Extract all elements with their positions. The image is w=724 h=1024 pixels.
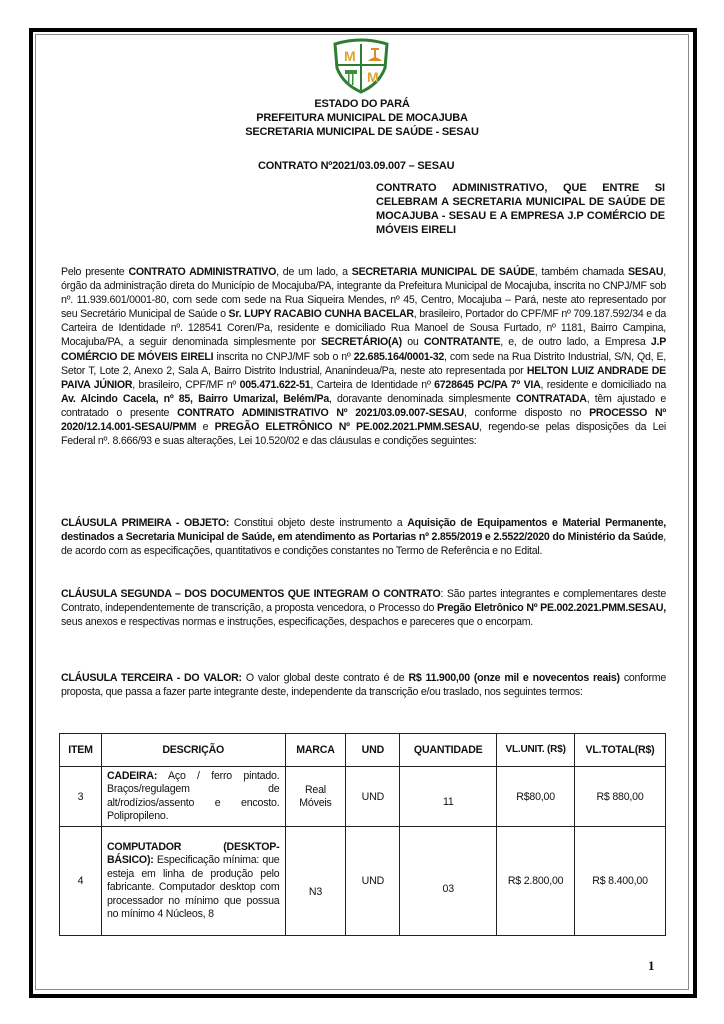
cell-item: 4 — [60, 827, 102, 936]
cell-quantity: 03 — [400, 827, 497, 936]
contract-number: CONTRATO Nº2021/03.09.007 – SESAU — [258, 160, 455, 172]
clause-third-value: CLÁUSULA TERCEIRA - DO VALOR: O valor global deste contrato é de R$ 11.900,00 (onze mil e novecentos reais) conforme proposta, que passa a fazer parte integrante deste, independente da transcrição e/ou traslado, nos seguintes termos: — [61, 672, 666, 699]
clause-title: CLÁUSULA TERCEIRA - DO VALOR: — [61, 672, 242, 684]
col-header-total: VL.TOTAL(R$) — [575, 734, 666, 767]
clause-title: CLÁUSULA PRIMEIRA - OBJETO: — [61, 517, 230, 529]
col-header-unit: UND — [346, 734, 400, 767]
table-row — [60, 827, 666, 936]
secretariat-heading: SECRETARIA MUNICIPAL DE SAÚDE - SESAU — [245, 126, 479, 138]
col-header-unit-price: VL.UNIT. (R$) — [497, 734, 575, 767]
cell-unit-price: R$80,00 — [497, 767, 575, 827]
col-header-item: ITEM — [60, 734, 102, 767]
cell-brand: Real Móveis — [285, 767, 346, 827]
cell-description: CADEIRA: Aço / ferro pintado. Braços/regulagem de alt/rodízios/assento e encosto. Polipropileno. — [101, 767, 285, 827]
table-header-row — [60, 734, 666, 767]
cell-unit: UND — [346, 827, 400, 936]
cell-quantity: 11 — [400, 767, 497, 827]
clause-title: CLÁUSULA SEGUNDA – DOS DOCUMENTOS QUE INTEGRAM O CONTRATO — [61, 588, 441, 600]
clause-first-objeto: CLÁUSULA PRIMEIRA - OBJETO: Constitui objeto deste instrumento a Aquisição de Equipamentos e Material Permanente, destinados a Secretaria Municipal de Saúde, em atendimento as Portarias nº 2.855/2019 e 2.5522/2020 do Ministério da Saúde, de acordo com as especificações, quantitativos e condições constantes no Termo de Referência e no Edital. — [61, 517, 666, 558]
col-header-quantity: QUANTIDADE — [400, 734, 497, 767]
preamble-paragraph: Pelo presente CONTRATO ADMINISTRATIVO, de um lado, a SECRETARIA MUNICIPAL DE SAÚDE, também chamada SESAU, órgão da administração direta do Município de Mocajuba/PA, integrante da Prefeitura Municipal de Mocajuba, inscrita no CNPJ/MF sob nº. 11.939.601/0001-80, com sede com sede na Rua Siqueira Mendes, nº 45, Centro, Mocajuba – Pará, neste ato representado por seu Secretário Municipal de Saúde o Sr. LUPY RACABIO CUNHA BACELAR, brasileiro, Portador do CPF/MF nº 709.187.592/34 e da Carteira de Identidade nº. 128541 Coren/Pa, residente e domiciliado Rua Manoel de Sousa Furtado, nº 1181, Bairro Campina, Mocajuba/PA, a seguir denominada simplesmente por SECRETÁRIO(A) ou CONTRATANTE, e, de outro lado, a Empresa J.P COMÉRCIO DE MÓVEIS EIRELI inscrita no CNPJ/MF sob o nº 22.685.164/0001-32, com sede na Rua Distrito Industrial, S/N, Qd, E, Setor T, Lote 2, Anexo 2, Sala A, Bairro Distrito Industrial, Ananindeua/Pa, neste ato representada por HELTON LUIZ ANDRADE DE PAIVA JÚNIOR, brasileiro, CPF/MF nº 005.471.622-51, Carteira de Identidade nº 6728645 PC/PA 7º VIA, residente e domiciliado na Av. Alcindo Cacela, nº 85, Bairro Umarizal, Belém/Pa, doravante denominada simplesmente CONTRATADA, têm ajustado e contratado o presente CONTRATO ADMINISTRATIVO Nº 2021/03.09.007-SESAU, conforme disposto no PROCESSO Nº 2020/12.14.001-SESAU/PMM e PREGÃO ELETRÔNICO Nº PE.002.2021.PMM.SESAU, regendo-se pelas disposições da Lei Federal nº. 8.666/93 e suas alterações, Lei 10.520/02 e das cláusulas e condições seguintes: — [61, 266, 667, 448]
items-table — [59, 733, 666, 936]
cell-total: R$ 880,00 — [575, 767, 666, 827]
contract-summary: CONTRATO ADMINISTRATIVO, QUE ENTRE SI CELEBRAM A SECRETARIA MUNICIPAL DE SAÚDE DE MOCAJUBA - SESAU E A EMPRESA J.P COMÉRCIO DE MÓVEIS EIRELI — [376, 182, 665, 236]
page-number: 1 — [648, 958, 655, 973]
state-heading: ESTADO DO PARÁ — [314, 98, 410, 110]
cell-description: COMPUTADOR (DESKTOP-BÁSICO): Especificação mínima: que esteja em linha de produção pelo fabricante. Computador desktop com processador no mínimo que possua no mínimo 4 Núcleos, 8 — [101, 827, 285, 936]
municipal-coat-of-arms-icon — [329, 38, 393, 94]
cell-item: 3 — [60, 767, 102, 827]
table-row — [60, 767, 666, 827]
prefecture-heading: PREFEITURA MUNICIPAL DE MOCAJUBA — [256, 112, 468, 124]
clause-second-documents: CLÁUSULA SEGUNDA – DOS DOCUMENTOS QUE INTEGRAM O CONTRATO: São partes integrantes e complementares deste Contrato, independentemente de transcrição, a proposta vencedora, o Processo do Pregão Eletrônico Nº PE.002.2021.PMM.SESAU, seus anexos e respectivas normas e instruções, especificações, despachos e pareceres que o encorpam. — [61, 588, 666, 629]
svg-text:M: M — [344, 48, 356, 64]
cell-unit: UND — [346, 767, 400, 827]
svg-text:M: M — [367, 69, 379, 85]
col-header-description: DESCRIÇÃO — [101, 734, 285, 767]
cell-brand: N3 — [285, 827, 346, 936]
cell-total: R$ 8.400,00 — [575, 827, 666, 936]
cell-unit-price: R$ 2.800,00 — [497, 827, 575, 936]
col-header-brand: MARCA — [285, 734, 346, 767]
